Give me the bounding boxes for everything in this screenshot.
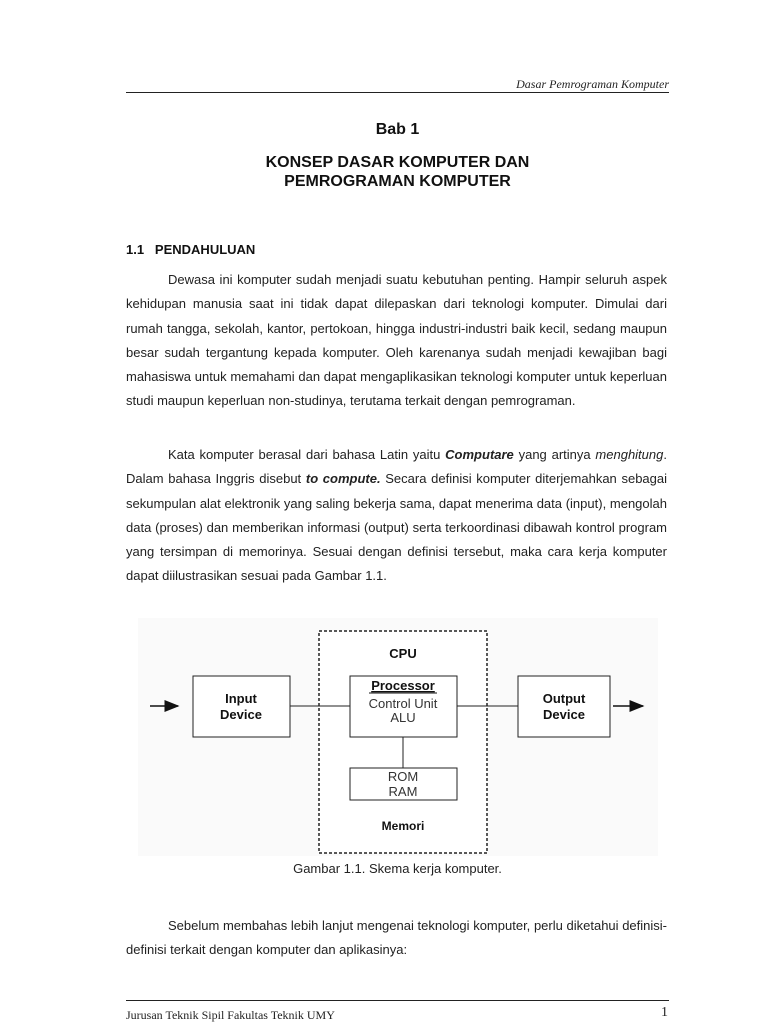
paragraph-definition-text-d: Secara definisi komputer diterjemahkan sebagai sekumpulan alat elektronik yang saling bekerja sama, dapat menerima data (input), mengolah data (proses) dan memberikan informasi (output) serta terkoordinasi dibawah kontrol program yang tersimpan di memorinya. Sesuai dengan definisi tersebut, maka cara kerja komputer dapat diilustrasikan sesuai pada Gambar 1.1. bbox=[126, 471, 667, 584]
memori-label: Memori bbox=[381, 819, 425, 833]
input-device-label-2: Device bbox=[220, 707, 262, 722]
page-number: 1 bbox=[661, 1005, 668, 1020]
chapter-title-line2: PEMROGRAMAN KOMPUTER bbox=[284, 173, 511, 190]
paragraph-definition bbox=[126, 443, 667, 589]
paragraph-next: Sebelum membahas lebih lanjut mengenai teknologi komputer, perlu diketahui definisi-definisi terkait dengan komputer dan aplikasinya: bbox=[126, 918, 667, 958]
cpu-label: CPU bbox=[389, 646, 417, 661]
computer-schema-figure bbox=[138, 618, 658, 856]
chapter-number: Bab 1 bbox=[375, 121, 420, 138]
rom-label: ROM bbox=[387, 769, 419, 784]
paragraph-definition-text-b: yang artinya bbox=[513, 447, 596, 462]
input-device-label-1: Input bbox=[225, 691, 257, 706]
footer-rule bbox=[126, 1000, 669, 1001]
paragraph-definition-text-c: . Dalam bahasa Inggris disebut bbox=[126, 447, 667, 487]
section-heading bbox=[126, 242, 255, 257]
header-rule bbox=[126, 92, 669, 93]
computer-schema-diagram bbox=[138, 618, 658, 856]
term-menghitung: menghitung bbox=[595, 447, 664, 462]
section-title: PENDAHULUAN bbox=[154, 242, 256, 257]
paragraph-definition-text-a: Kata komputer berasal dari bahasa Latin yaitu bbox=[168, 447, 446, 462]
footer-institution: Jurusan Teknik Sipil Fakultas Teknik UMY bbox=[126, 1008, 335, 1022]
chapter-title bbox=[126, 153, 669, 191]
term-computare: Computare bbox=[445, 447, 514, 462]
running-header: Dasar Pemrograman Komputer bbox=[516, 77, 669, 91]
chapter-title-line1: KONSEP DASAR KOMPUTER DAN bbox=[265, 154, 530, 171]
ram-label: RAM bbox=[388, 784, 418, 799]
paragraph-intro: Dewasa ini komputer sudah menjadi suatu kebutuhan penting. Hampir seluruh aspek kehidupan manusia saat ini tidak dapat dilepaskan dari teknologi komputer. Dimulai dari rumah tangga, sekolah, kantor, pertokoan, hingga industri-industri baik kecil, sedang maupun besar sudah tergantung kepada komputer. Oleh karenanya sudah menjadi kewajiban bagi mahasiswa untuk memahami dan dapat mengaplikasikan teknologi komputer untuk keperluan studi maupun keperluan non-studinya, terutama terkait dengan pemrograman. bbox=[126, 272, 667, 409]
term-to-compute: to compute. bbox=[305, 471, 381, 487]
section-number: 1.1 bbox=[126, 242, 145, 257]
processor-title: Processor bbox=[371, 678, 435, 693]
alu-label: ALU bbox=[390, 710, 416, 725]
output-device-label-1: Output bbox=[542, 691, 586, 706]
output-device-label-2: Device bbox=[543, 707, 585, 722]
control-unit-label: Control Unit bbox=[368, 696, 438, 711]
figure-caption: Gambar 1.1. Skema kerja komputer. bbox=[293, 861, 502, 876]
